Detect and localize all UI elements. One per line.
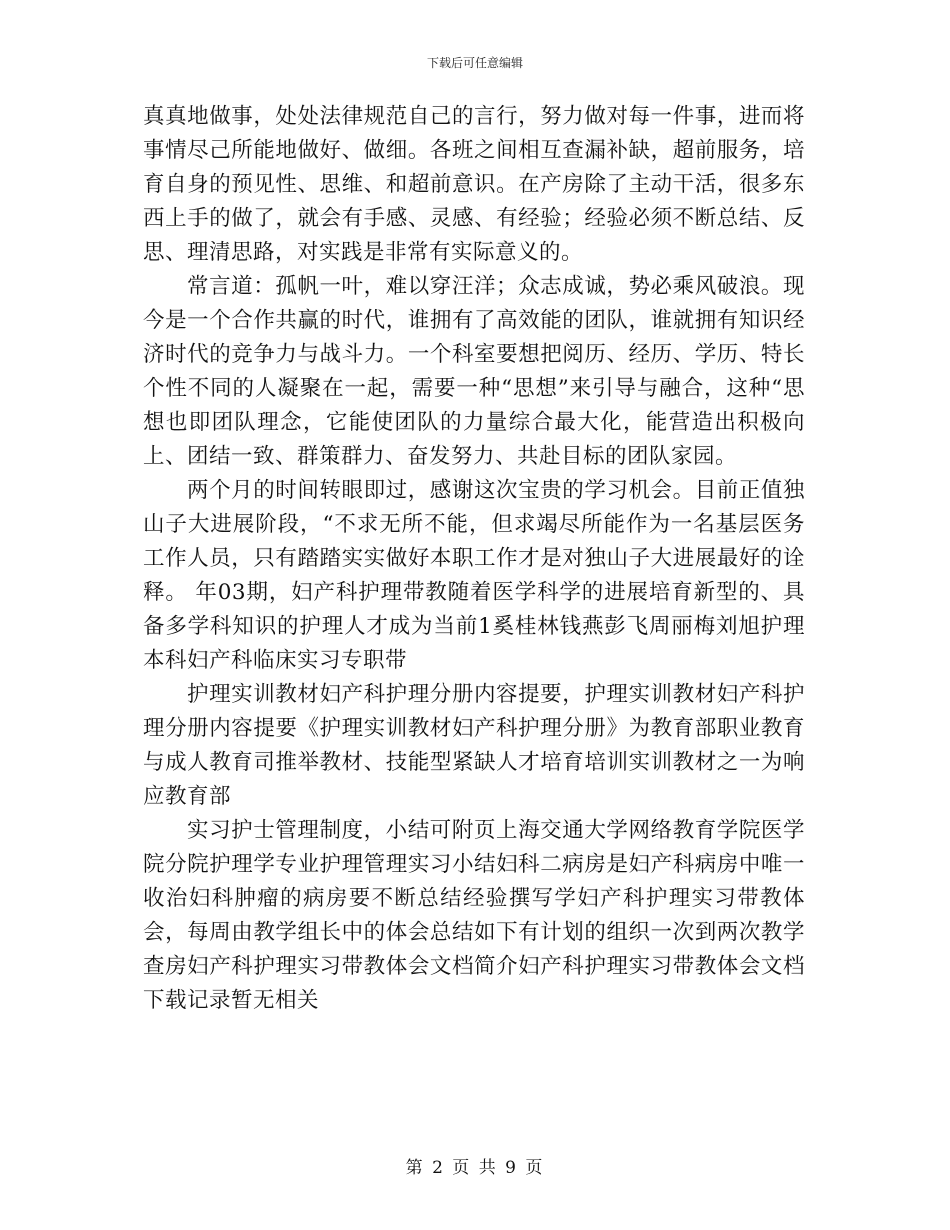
paragraph-5: 实习护士管理制度，小结可附页上海交通大学网络教育学院医学院分院护理学专业护理管理实习小结妇科二病房是妇产科病房中唯一收治妇科肿瘤的病房要不断总结经验撰写学妇产科护理实习带教体会，每周由教学组长中的体会总结如下有计划的组织一次到两次教学查房妇产科护理实习带教体会文档简介妇产科护理实习带教体会文档下载记录暂无相关 <box>143 818 805 1013</box>
page-number: 第 2 页 共 9 页 <box>405 1158 545 1178</box>
document-body <box>143 100 805 1018</box>
paragraph-1: 真真地做事，处处法律规范自己的言行，努力做对每一件事，进而将事情尽己所能地做好、做细。各班之间相互查漏补缺，超前服务，培育自身的预见性、思维、和超前意识。在产房除了主动干活，很多东西上手的做了，就会有手感、灵感、有经验；经验必须不断总结、反思、理清思路，对实践是非常有实际意义的。 <box>143 104 805 265</box>
paragraph-4: 护理实训教材妇产科护理分册内容提要，护理实训教材妇产科护理分册内容提要《护理实训教材妇产科护理分册》为教育部职业教育与成人教育司推举教材、技能型紧缺人才培育培训实训教材之一为响应教育部 <box>143 682 805 809</box>
paragraph-2: 常言道：孤帆一叶，难以穿汪洋；众志成诚，势必乘风破浪。现今是一个合作共赢的时代，谁拥有了高效能的团队，谁就拥有知识经济时代的竞争力与战斗力。一个科室要想把阅历、经历、学历、特长个性不同的人凝聚在一起，需要一种“思想”来引导与融合，这种“思想也即团队理念，它能使团队的力量综合最大化，能营造出积极向上、团结一致、群策群力、奋发努力、共赴目标的团队家园。 <box>143 274 805 469</box>
paragraph-3: 两个月的时间转眼即过，感谢这次宝贵的学习机会。目前正值独山子大进展阶段，“不求无所不能，但求竭尽所能作为一名基层医务工作人员，只有踏踏实实做好本职工作才是对独山子大进展最好的诠释。 年03期，妇产科护理带教随着医学科学的进展培育新型的、具备多学科知识的护理人才成为当前1奚桂林钱燕彭飞周丽梅刘旭护理本科妇产科临床实习专职带 <box>143 478 805 673</box>
page-header: 下载后可任意编辑 <box>426 56 523 70</box>
